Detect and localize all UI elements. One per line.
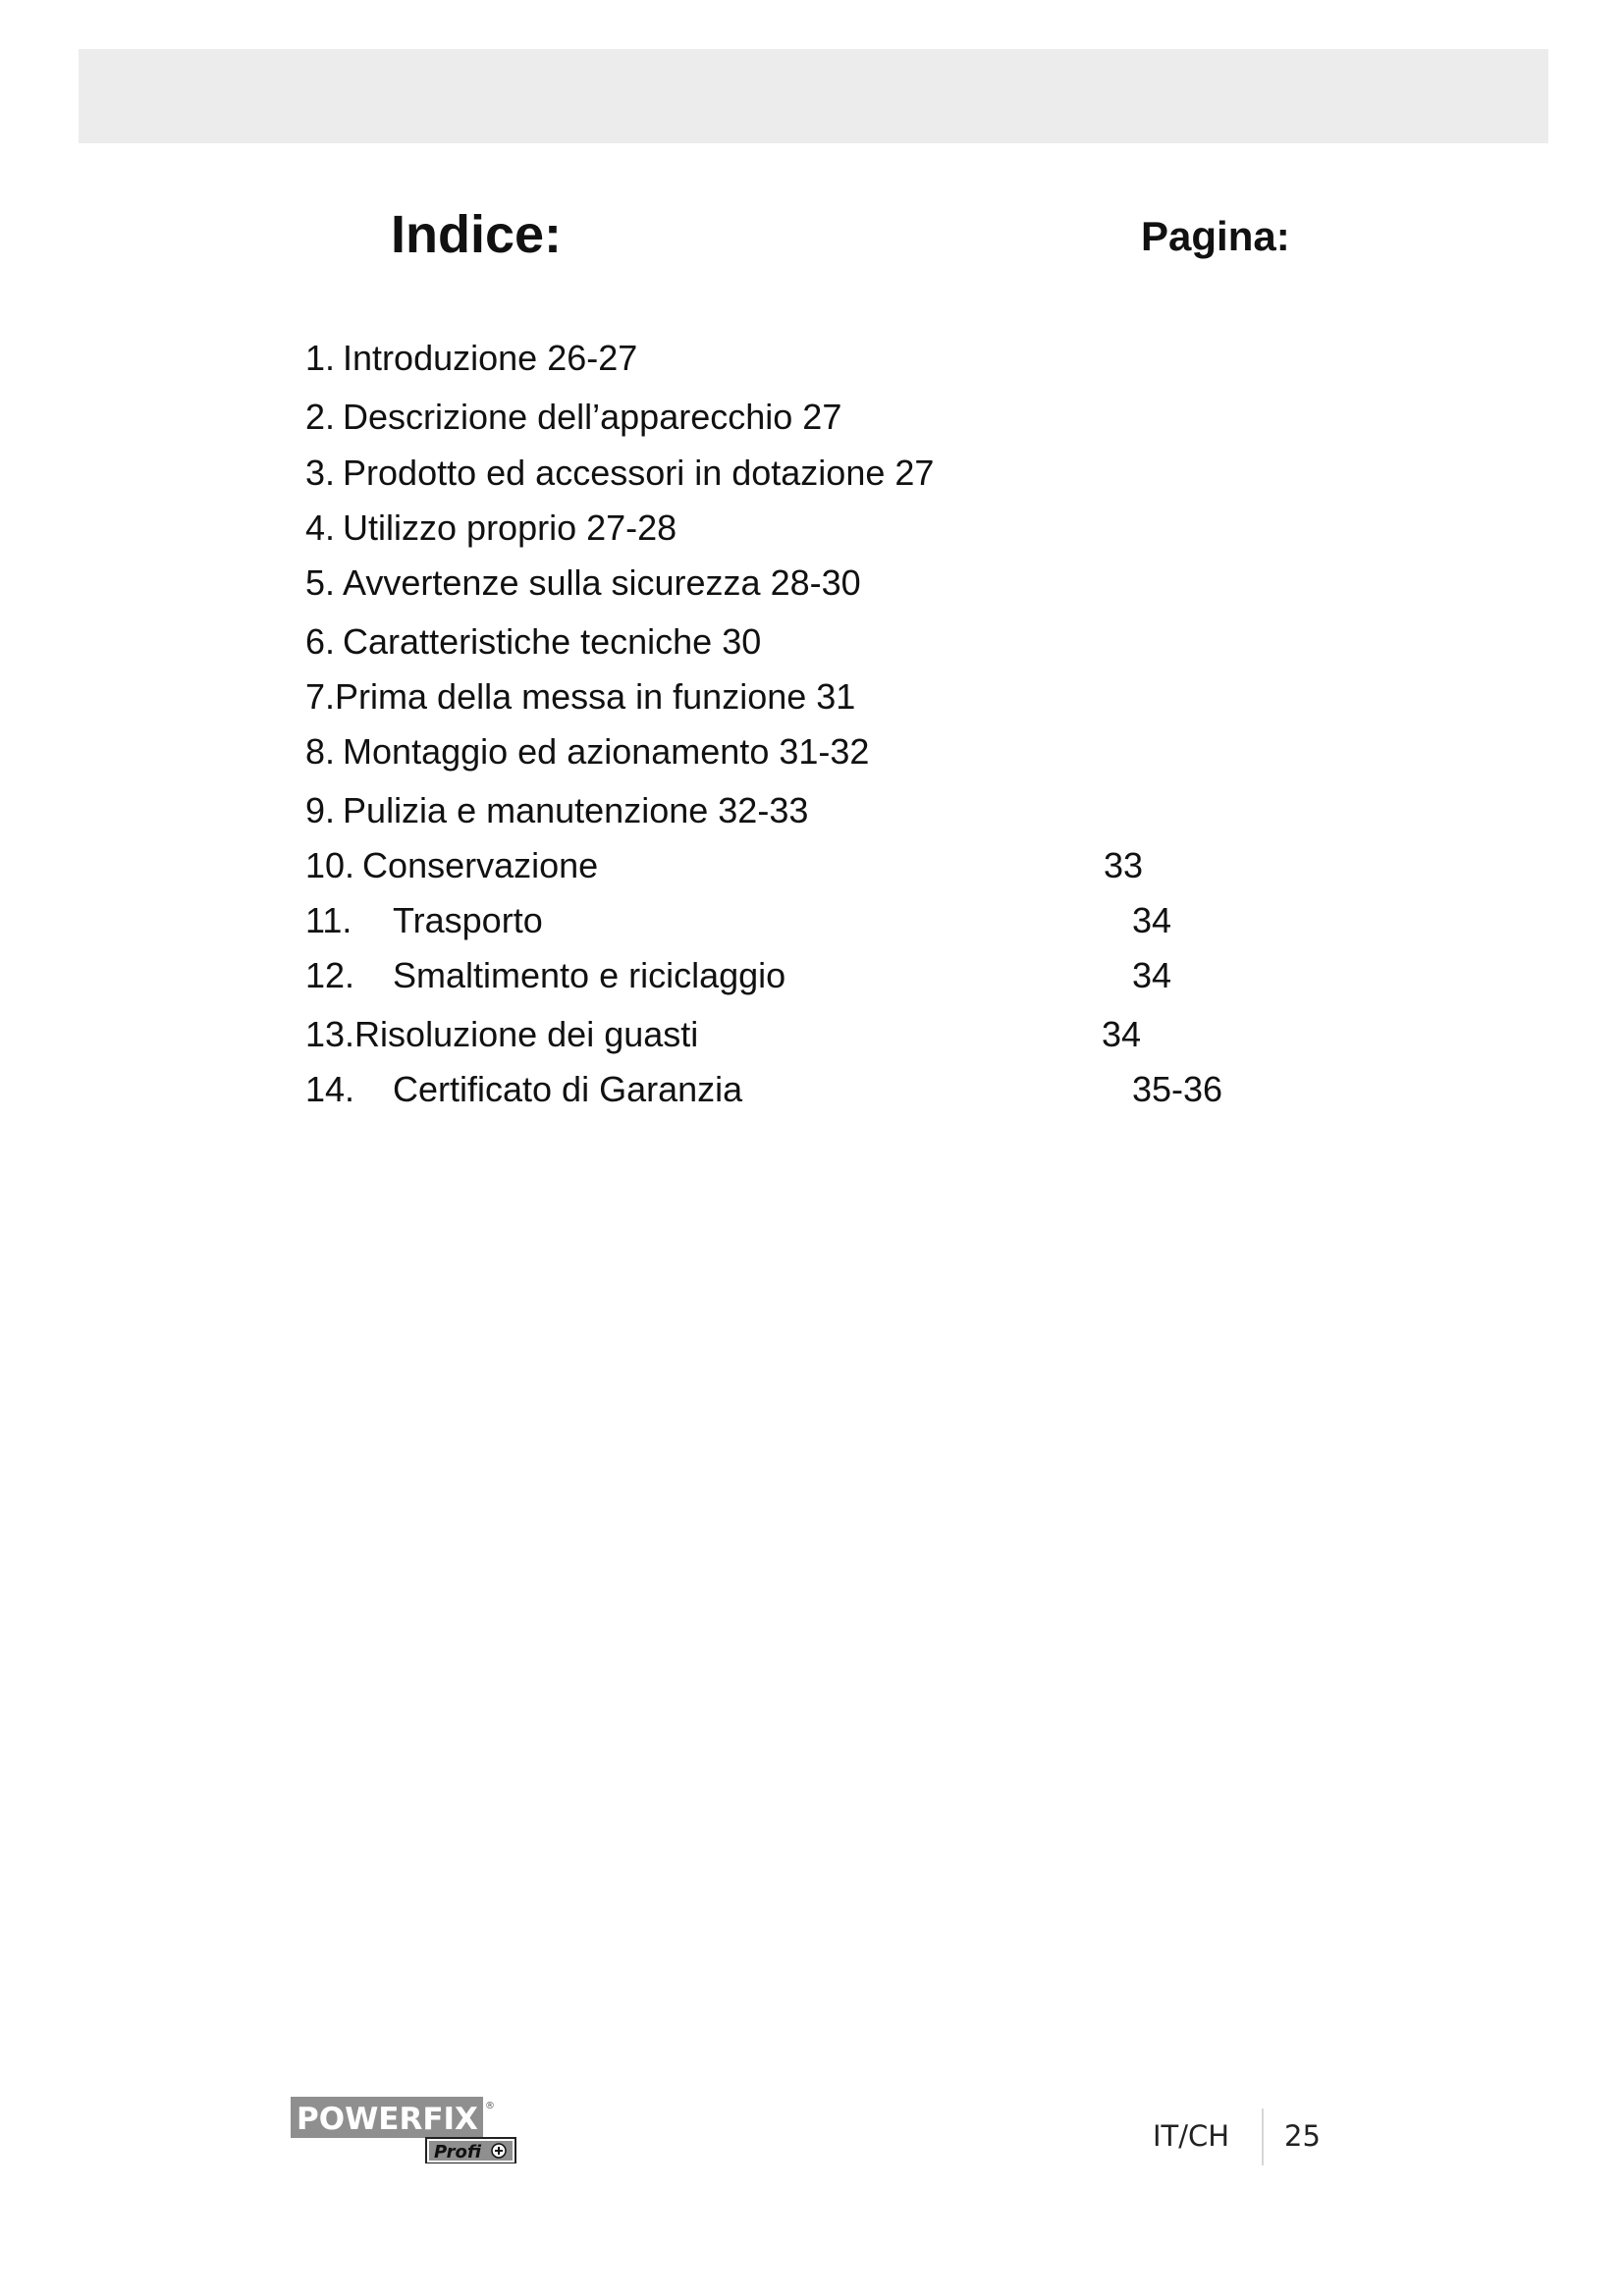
toc-entry-label: Risoluzione dei guasti xyxy=(354,1014,699,1054)
toc-entry-number: 3. xyxy=(305,453,336,493)
toc-entry-conservazione[interactable] xyxy=(305,845,1144,885)
toc-entry-number: 8. xyxy=(305,731,336,772)
toc-entry-page: 32-33 xyxy=(718,790,809,830)
toc-entry-label: Smaltimento e riciclaggio xyxy=(393,955,786,995)
toc-entry-label: Caratteristiche tecniche xyxy=(343,621,713,662)
toc-entry-page: 31-32 xyxy=(779,731,870,772)
toc-entry-page: 33 xyxy=(1104,845,1144,885)
toc-entry-label: Trasporto xyxy=(393,900,543,940)
toc-entry-trasporto[interactable] xyxy=(305,900,1172,940)
toc-entry-prodotto[interactable] xyxy=(305,455,934,491)
toc-entry-certificato[interactable] xyxy=(305,1069,1223,1109)
toc-entry-label: Prodotto ed accessori in dotazione xyxy=(343,453,886,493)
toc-entry-number: 12. xyxy=(305,955,355,995)
toc-entry-smaltimento[interactable] xyxy=(305,955,1172,995)
toc-entry-page: 27 xyxy=(802,397,842,437)
toc-entry-number: 13. xyxy=(305,1014,355,1054)
toc-entry-number: 5. xyxy=(305,562,336,603)
page-column-heading: Pagina: xyxy=(1141,213,1290,259)
footer-page-number: 25 xyxy=(1284,2119,1321,2153)
toc-entry-number: 11. xyxy=(305,900,352,940)
svg-text:®: ® xyxy=(485,2101,495,2111)
toc-entry-page: 34 xyxy=(1132,900,1172,940)
toc-entry-utilizzo[interactable] xyxy=(305,507,677,548)
toc-entry-label: Descrizione dell’apparecchio xyxy=(343,397,793,437)
toc-entry-number: 1. xyxy=(305,338,336,378)
svg-text:POWERFIX: POWERFIX xyxy=(297,2102,478,2137)
toc-entry-number: 6. xyxy=(305,621,336,662)
footer-locale: IT/CH xyxy=(1153,2119,1230,2153)
toc-entry-number: 2. xyxy=(305,397,336,437)
toc-entry-pulizia[interactable] xyxy=(305,790,809,830)
footer-divider xyxy=(1262,2109,1264,2165)
toc-entry-number: 14. xyxy=(305,1069,355,1109)
toc-entry-page: 28-30 xyxy=(770,562,861,603)
toc-entry-avvertenze[interactable] xyxy=(305,562,861,603)
toc-entry-page: 26-27 xyxy=(547,338,638,378)
toc-entry-montaggio[interactable] xyxy=(305,731,870,772)
toc-entry-label: Prima della messa in funzione xyxy=(335,676,807,717)
toc-entry-label: Introduzione xyxy=(343,338,538,378)
svg-text:Profi: Profi xyxy=(434,2142,482,2163)
toc-entry-number: 7. xyxy=(305,676,336,717)
toc-entry-page: 27 xyxy=(894,453,935,493)
toc-entry-page: 35-36 xyxy=(1132,1069,1223,1109)
toc-entry-label: Conservazione xyxy=(362,845,599,885)
toc-entry-page: 30 xyxy=(722,621,762,662)
toc-entry-page: 27-28 xyxy=(586,507,677,548)
toc-entry-label: Certificato di Garanzia xyxy=(393,1069,743,1109)
toc-entry-label: Pulizia e manutenzione xyxy=(343,790,709,830)
toc-entry-page: 34 xyxy=(1132,955,1172,995)
toc-entry-risoluzione[interactable] xyxy=(305,1014,1142,1054)
toc-entry-label: Montaggio ed azionamento xyxy=(343,731,770,772)
toc-entry-number: 9. xyxy=(305,790,336,830)
toc-entry-introduzione[interactable] xyxy=(305,338,638,378)
toc-entry-label: Utilizzo proprio xyxy=(343,507,577,548)
toc-entry-prima-messa[interactable] xyxy=(305,676,856,717)
toc-entry-caratteristiche[interactable] xyxy=(305,621,762,662)
toc-entry-label: Avvertenze sulla sicurezza xyxy=(343,562,761,603)
toc-entry-page: 31 xyxy=(816,676,856,717)
toc-entry-page: 34 xyxy=(1102,1014,1142,1054)
toc-entry-number: 10. xyxy=(305,845,355,885)
toc-entry-descrizione[interactable] xyxy=(305,397,842,437)
header-bar xyxy=(79,49,1548,143)
toc-entry-number: 4. xyxy=(305,507,336,548)
toc-title: Indice: xyxy=(391,205,563,264)
powerfix-logo xyxy=(291,2097,516,2163)
